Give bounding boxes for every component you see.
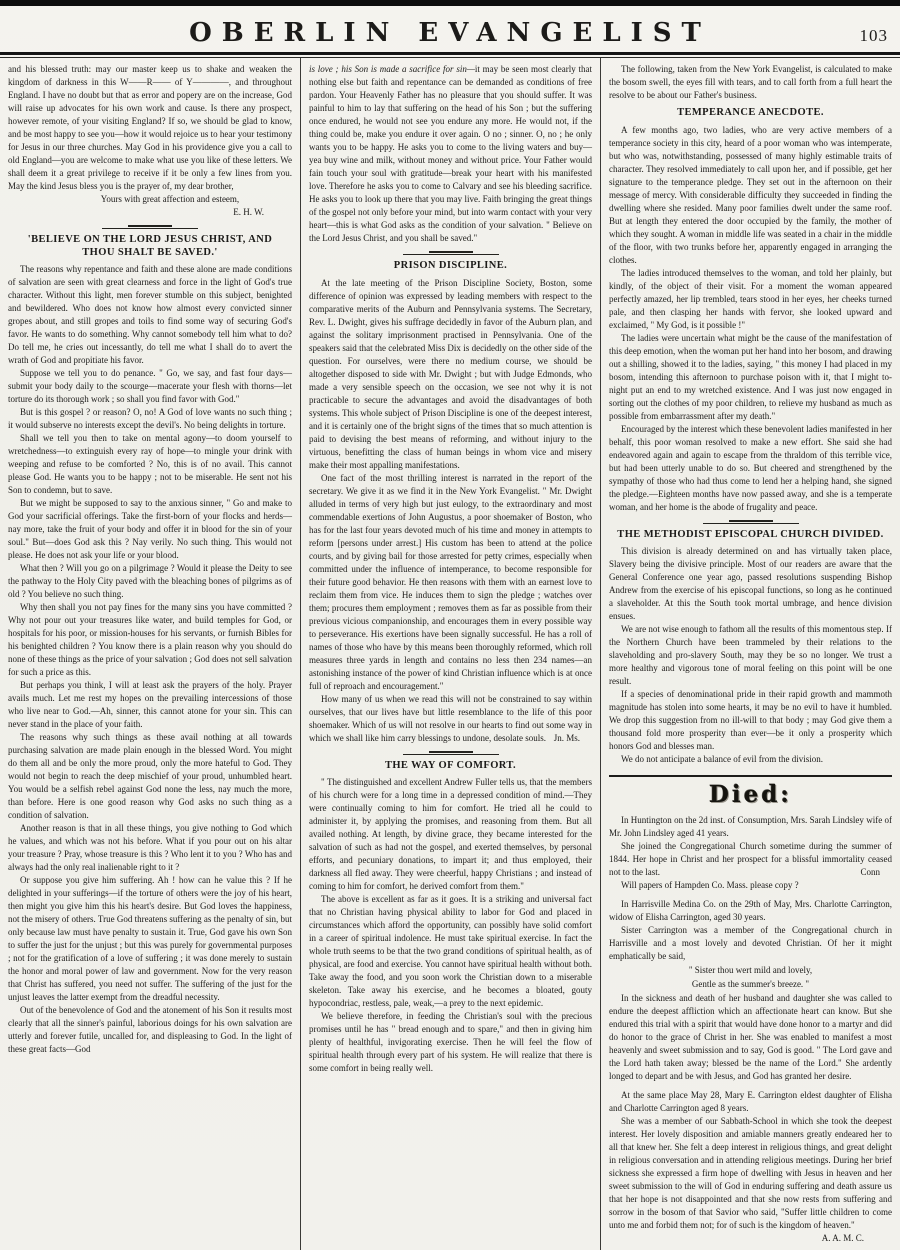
article-continuation-text [309,63,592,245]
article-paragraph: The ladies were uncertain what might be the cause of the manifestation of this deep emotion, when the woman put her hand into her bosom, and drawing out a shilling, showed it to the ladies, saying, " this money I had placed in my bosom, intending this afternoon to purchase poison with it, that I might to-night put an end to my wretched existence. And I was just now engaged in sorting out the clothes of my poor children, to relieve my husband as much as possible from embarrassment after my death." [609,332,892,421]
article-signature: Jn. Ms. [553,732,580,743]
intro-paragraph: The following, taken from the New York Evangelist, is calculated to make the bosom swell, the eyes fill with tears, and to call forth from a full heart the resolve to be about our Father's business. [609,64,892,100]
obituary-signature: Conn [860,867,880,877]
article-separator [403,751,499,755]
obituary-paragraph: In the sickness and death of her husband and daughter she was called to endure the deepest affliction which an affectionate heart can know. But she endured this trial with a spirit that would have done honor to a martyr and did do honor to the grace of Christ in her. She was enabled to manifest a most heavenly and sweet submission and to say, God is good. " The Lord gave and the Lord hath taken away; blessed be the name of the Lord." She ardently longed to depart and be with Jesus, and God has granted her desire. [609,993,892,1081]
newspaper-title: OBERLIN EVANGELIST [189,18,711,48]
article-paragraph: We do not anticipate a balance of evil from the division. [621,754,823,764]
article-paragraph: But is this gospel ? or reason? O, no! A God of love wants no such thing ; it would subserve no interests except the devil's. No being delights in torture. [8,407,292,430]
article-title-believe: 'BELIEVE ON THE LORD JESUS CHRIST, AND THOU SHALT BE SAVED.' [27,234,273,258]
article-paragraph: At the late meeting of the Prison Discipline Society, Boston, some difference of opinion was expressed by leading members with respect to the comparative merits of the Auburn and Pennsylvania systems. The Secretary, Rev. L. Dwight, gives his suffrage decidedly in favor of the Auburn plan, and against the solitary imprisonment practised in Pennsylvania. One of the speakers said that the celebrated Miss Dix is decidedly on the other side of the question. For ourselves, were there no medium course, we should be altogether disposed to side with Mr. Dwight ; but with Judge Edmonds, who made a very sensible speech on the occasion, we see not why it is not practicable to secure the advantages and avoid the disadvantages of both systems. This whole subject of Prison Discipline is one of the deepest interest, and it is certainly one of the bright signs of the times that so much attention is paid to devising the best means of reforming, and without injury to the virtuous, benefitting the class of human beings in whom vice and misery make their most appalling manifestations. [309,277,592,470]
article-paragraph: What then ? Will you go on a pilgrimage ? Would it please the Deity to see the pathway to the Holy City paved with the bleaching bones of pilgrims as of old ? You believe no such thing. [8,563,292,599]
article-paragraph: " The distinguished and excellent Andrew Fuller tells us, that the members of his church were for a long time in a depressed condition of mind.—They were continually coming to him for comfort. He tried all he could to administer it, by applying the promises, and reasoning from them. But all availed nothing. At length, by divine grace, they became interested for the salvation of such as had not the gospel, and exerted themselves, by personal efforts, and pecuniary donations, to impart it; and thus employed, their darkness all fled away. They were cheerful, happy Christians ; and instead of coming to him for comfort, he derived comfort from them." [309,777,592,891]
article-paragraph: This division is already determined on and has virtually taken place, Slavery being the divisive principle. Most of our readers are aware that the General Conference one year ago, passed resolutions suspending Bishop Andrew from the exercise of his episcopal functions, so long as he continued a slaveholder. At this the South took mortal umbrage, and hence division ensues. [609,546,892,621]
article-separator [102,225,198,229]
article-separator [703,520,799,524]
article-title-way-of-comfort: THE WAY OF COMFORT. [384,759,517,771]
article-paragraph: Or suppose you give him suffering. Ah ! how can he value this ? If he delighted in your sufferings—if the torture of others were the joy of his heart, then might you give him this his heart's desire. But God loves the happiness, not the misery of others. True God threatens suffering as the penalty of sin, but only because law must have penalty to sustain it. True, God gave his own Son to suffer the just for the unjust ; but this was purely for governmental purposes ; not for the gratification of a love of suffering ; it was done merely to sustain the honor and moral power of law and government. Now for the very reason that Christ has suffered, you need not suffer. The suffering of the just for the unjust leaves the latter exempt from the dreadful necessity. [8,875,292,1002]
obituary-paragraph: Sister Carrington was a member of the Congregational church in Harrisville and a most lovely and devoted Christian. Of her it might emphatically be said, [609,925,892,961]
page-number: 103 [859,26,888,45]
article-paragraph: Shall we tell you then to take on mental agony—to doom yourself to wretchedness—to extinguish every ray of hope—to mingle your drink with weeping and refuse to be comforted ? No, this is of no avail. This cannot please God. He wants you to be happy ; not to be miserable. He sent not his Son to condemn, but to save. [8,433,292,495]
article-paragraph: The ladies introduced themselves to the woman, and told her plainly, but kindly, of the object of their visit. For a moment the woman appeared perfectly amazed, her lip trembled, tears stood in her eyes, her cheeks turned pale, and then clasping her hands with fervor, she looked upward and exclaimed, " My God, is it possible !" [609,267,892,330]
article-paragraph: Suppose we tell you to do penance. " Go, we say, and fast four days—submit your body daily to the scourge—macerate your flesh with thorns—let torture do its thorough work ; so shall you find favor with God." [8,368,292,404]
obituary-paragraph: In Harrisville Medina Co. on the 29th of May, Mrs. Charlotte Carrington, widow of Elisha Carrington, aged 30 years. [609,899,892,922]
article-paragraph: Why then shall you not pay fines for the many sins you have committed ? Why not pour out your treasures like water, and build temples for God, or hospitals for his poor, or mission-houses for his servants, or furnish Bibles for his benighted children ? You know there is a plain reason why you should do none of these things as the price of your salvation ; God does not sell salvation for such a price as this. [8,602,292,677]
article-paragraph: If a species of denominational pride in their rapid growth and mammoth magnitude has stolen into some hearts, it may be no evil to have it humbled. We drop this suggestion from no ill-will to that body ; may God give them a thousand fold more prosperity than ever—be it only a prosperity which honors God and blesses man. [609,689,892,751]
obituary-poem-line: Gentle as the summer's breeze. " [691,979,810,989]
column-layout [0,58,900,1250]
article-separator [403,251,499,255]
masthead [0,6,900,48]
column-2 [300,58,600,1250]
column-3 [600,58,900,1250]
article-paragraph: We are not wise enough to fathom all the results of this momentous step. If the Northern Church have been trammeled by their relations to the slaveholding and pro-slavery South, may they be so no longer. We trust a more healthy and vigorous tone of moral feeling on this point will be one result. [609,624,892,686]
article-paragraph: How many of us when we read this will not be constrained to say within ourselves, that our lives have but little resemblance to the life of this poor shoemaker. Which of us will not resolve in our hearts to find out some way in which we shall like him carry blessings to undone, desolate souls. [309,693,592,743]
article-paragraph: But we might be supposed to say to the anxious sinner, " Go and make to God your sacrificial offerings. Take the first-born of your flocks and herds—nay more, take the fruit of your body and offer it in blood for the sin of your soul." But—does God ask this ? Nay verily. No such thing. This would not please. He does not ask your life or your blood. [8,498,292,560]
died-section-title: Died: [709,781,792,808]
letter-continuation-text: and his blessed truth: may our master keep us to shake and weaken the kingdom of darkness in this W——R—— of Y————, and throughout England. I have no doubt but that as error and popery are on the increase, God will raise up advocates for his own work and cause. Is there any prospect, however remote, of your visiting England? If so, we should be glad to know, and be most happy to see you—how it would rejoice us to hear your testimony for Jesus in our three churches. May God in his providence give you a call to old England—you are welcome to make what use you like of these letters. We shall deem it a great privilege to receive if it be only a few lines from you. May the kind Jesus bless you is the prayer of, my dear brother, [8,64,292,191]
article-paragraph: Another reason is that in all these things, you give nothing to God which he values, and which was not his before. What if you pour out on his altar your treasure ? Pray, whose treasure is this ? Who lent it to you ? Who has and always had the only real inalienable right to it ? [8,823,292,872]
column-1 [0,58,300,1250]
article-paragraph: Out of the benevolence of God and the atonement of his Son it results most clearly that all the sinner's painful, laborious doings for his own salvation are utterly and forever futile, uncalled for, and displeasing to God. In the light of these great facts—God [8,1005,292,1054]
article-paragraph: One fact of the most thrilling interest is narrated in the report of the secretary. We give it as we find it in the New York Evangelist. " Mr. Dwight alluded in terms of very high but just eulogy, to the extraordinary and most commendable exertions of John Augustus, a poor shoemaker of Boston, who has for the last four years devoted much of his time and money in attempts to reform [persons under arrest.] His custom has been to attend at the police courts, and by giving bail for those arrested for petty crimes, especially when committed under the influence of intemperance, to become responsible for their future good behavior. He then reasons with them with an earnest love to reclaim them from vice. He induces them to sign the pledge ; watches over them; procures them employment ; removes them as far as possible from their previous vicious companionship, and encourages them in every possible way to perseverance. His exertions have been signally successful. He has a roll of names of those who have by this means been thoroughly reformed, which roll measures three yards in length and contains no less then 234 names—an astonishing instance of the power of kind Christian influence which is at once full of reproach and encouragement." [309,472,592,691]
obituary-paragraph: In Huntington on the 2d inst. of Consumption, Mrs. Sarah Lindsley wife of Mr. John Lindsley aged 41 years. [609,815,892,838]
article-paragraph: We believe therefore, in feeding the Christian's soul with the precious promises until he has " bread enough and to spare," and then in giving him plenty of healthful, invigorating exercise. Then he will feel the flow of spiritual health through every part of his system. He will realize that there is some comfort in being really well. [309,1011,592,1073]
obituary-paragraph: She joined the Congregational Church sometime during the summer of 1844. Her hope in Christ and her prospect for a blissful immortality ceased not to the last. [609,841,892,877]
obituary-paragraph: Will papers of Hampden Co. Mass. please copy ? [621,880,799,890]
article-paragraph: But perhaps you think, I will at least ask the prayers of the holy. Prayer avails much. Let me rest my hopes on the prevailing intercessions of those who live near to God.—Ah, sinner, this cannot atone for your sin. This can never stand in the place of your faith. [8,680,292,729]
article-paragraph: The reasons why such things as these avail nothing at all towards purchasing salvation are made plain enough in the blessed Word. You might do them all and be only the more proud, only the more hateful to God. They would not begin to reach the deep mischief of your proud, unhumbled heart. You would be a selfish rebel against God none the less, nay much the more, than before. Here is one good reason why God asks no such thing as a condition of salvation. [8,732,292,820]
italic-lead-text: is love ; his Son is made a sacrifice for sin— [309,64,475,74]
article-title-methodist-divided: THE METHODIST EPISCOPAL CHURCH DIVIDED. [617,528,884,540]
article-paragraph: The above is excellent as far as it goes. It is a striking and universal fact that no Christian having physical ability to labor for God and placed in circumstances which afford the opportunity, can possibly have solid comfort in a career of spiritual indolence. He must take spiritual exercise. In fact the whole truth seems to be that the two grand conditions of spiritual health, as of physical, are food and exercise. You cannot have spiritual health without both. Take away the food, and you soon work the Christian down to a miserable skeleton. Take away his exercise, and he becomes a bloated, gouty hypocondriac, restless, pale, weak,—a prey to the next epidemic. [309,894,592,1008]
obituary-signature: A. A. M. C. [821,1233,864,1243]
article-paragraph: A few months ago, two ladies, who are very active members of a temperance society in this city, heard of a poor woman who was intemperate, but who was, notwithstanding, possessed of many highly estimable traits of character. They resolved immediately to call upon her, and if possible, get her signature to the temperance pledge. They set out in the afternoon on their message of mercy. With considerable difficulty they succeeded in finding the dwelling where she resided. Many poor families dwelt under the same roof. But at length they entered the door occupied by the family, the mother of which they sought. A woman in middle life was seated in a chair in the middle of the floor, with two trunks before her, apparently engaged in arranging the clothes. [609,124,892,265]
obituary-poem-line: " Sister thou wert mild and lovely, [688,965,813,975]
article-title-temperance-anecdote: TEMPERANCE ANECDOTE. [677,107,824,118]
letter-valediction: Yours with great affection and esteem, [100,194,240,204]
obituary-paragraph: She was a member of our Sabbath-School in which she took the deepest interest. Her lovely disposition and amiable manners greatly endeared her to all that knew her. She felt a deep interest in religious things, and great delight in religious conversation and in attending religious meetings. During her brief sickness she expressed a firm hope of dwelling with Jesus in heaven and her sweet submission to the will of God in enduring suffering and death assure us that her hope is not disappointed and that she now rests from suffering and sorrow in the bosom of that Savior who said, "Suffer little children to come unto me and forbid them not; for of such is the kingdom of heaven." [609,1116,892,1230]
letter-signature: E. H. W. [233,207,264,217]
article-paragraph: Encouraged by the interest which these benevolent ladies manifested in her behalf, this poor woman resolved to make a new effort. She said she had endeavored again and again to escape from the thraldom of this terrible vice, but had been utterly unable to do so. But cheered and strengthened by the sympathy of those who had thus come to lend her a helping hand, she signed the pledge.—Eighteen months have now passed away, and she is a temperate woman, and her home is the abode of frugality and peace. [609,423,892,512]
section-rule [609,775,892,777]
continuation-body-text: it may be seen most clearly that nothing else but faith and repentance can be demanded as conditions of free pardon. Your Heavenly Father has no pleasure that you should suffer. It was painful to him to lay that suffering on the head of his Son ; but the suffering once endured, he would not see you endure any more. He would not, if the thing could be, make you endure it over again. O no ; sinner. O, no ; he only wants you to be happy. He asks you to come to the living waters and buy—yea buy wine and milk, without money and without price. Your Father would fain touch your soul with gratitude—break your heart with his manifested love. Therefore he asks you to come to Calvary and see his bleeding sacrifice. He asks you to look up there that you may live. Faith bringing the great things of the gospel not only before your mind, but into warm contact with your very heart—this is what God asks as the condition of your salvation. " Believe on the Lord Jesus Christ, and you shall be saved." [309,64,592,243]
article-title-prison-discipline: PRISON DISCIPLINE. [393,260,508,271]
article-paragraph: The reasons why repentance and faith and these alone are made conditions of salvation are seen with great clearness and force in the light of God's true character. Without this light, men forever stumble on this subject, benighted and bewildered. Who does not know how almost every convicted sinner gropes about, and still gropes and toils to find some way of securing God's favor. He wants to do something. Why cannot somebody tell him what to do? Do tell me, he cries out incessantly, do tell me what I shall do to avert the wrath of God and propitiate his favor. [8,264,292,365]
obituary-paragraph: At the same place May 28, Mary E. Carrington eldest daughter of Elisha and Charlotte Carrington aged 8 years. [609,1090,892,1113]
